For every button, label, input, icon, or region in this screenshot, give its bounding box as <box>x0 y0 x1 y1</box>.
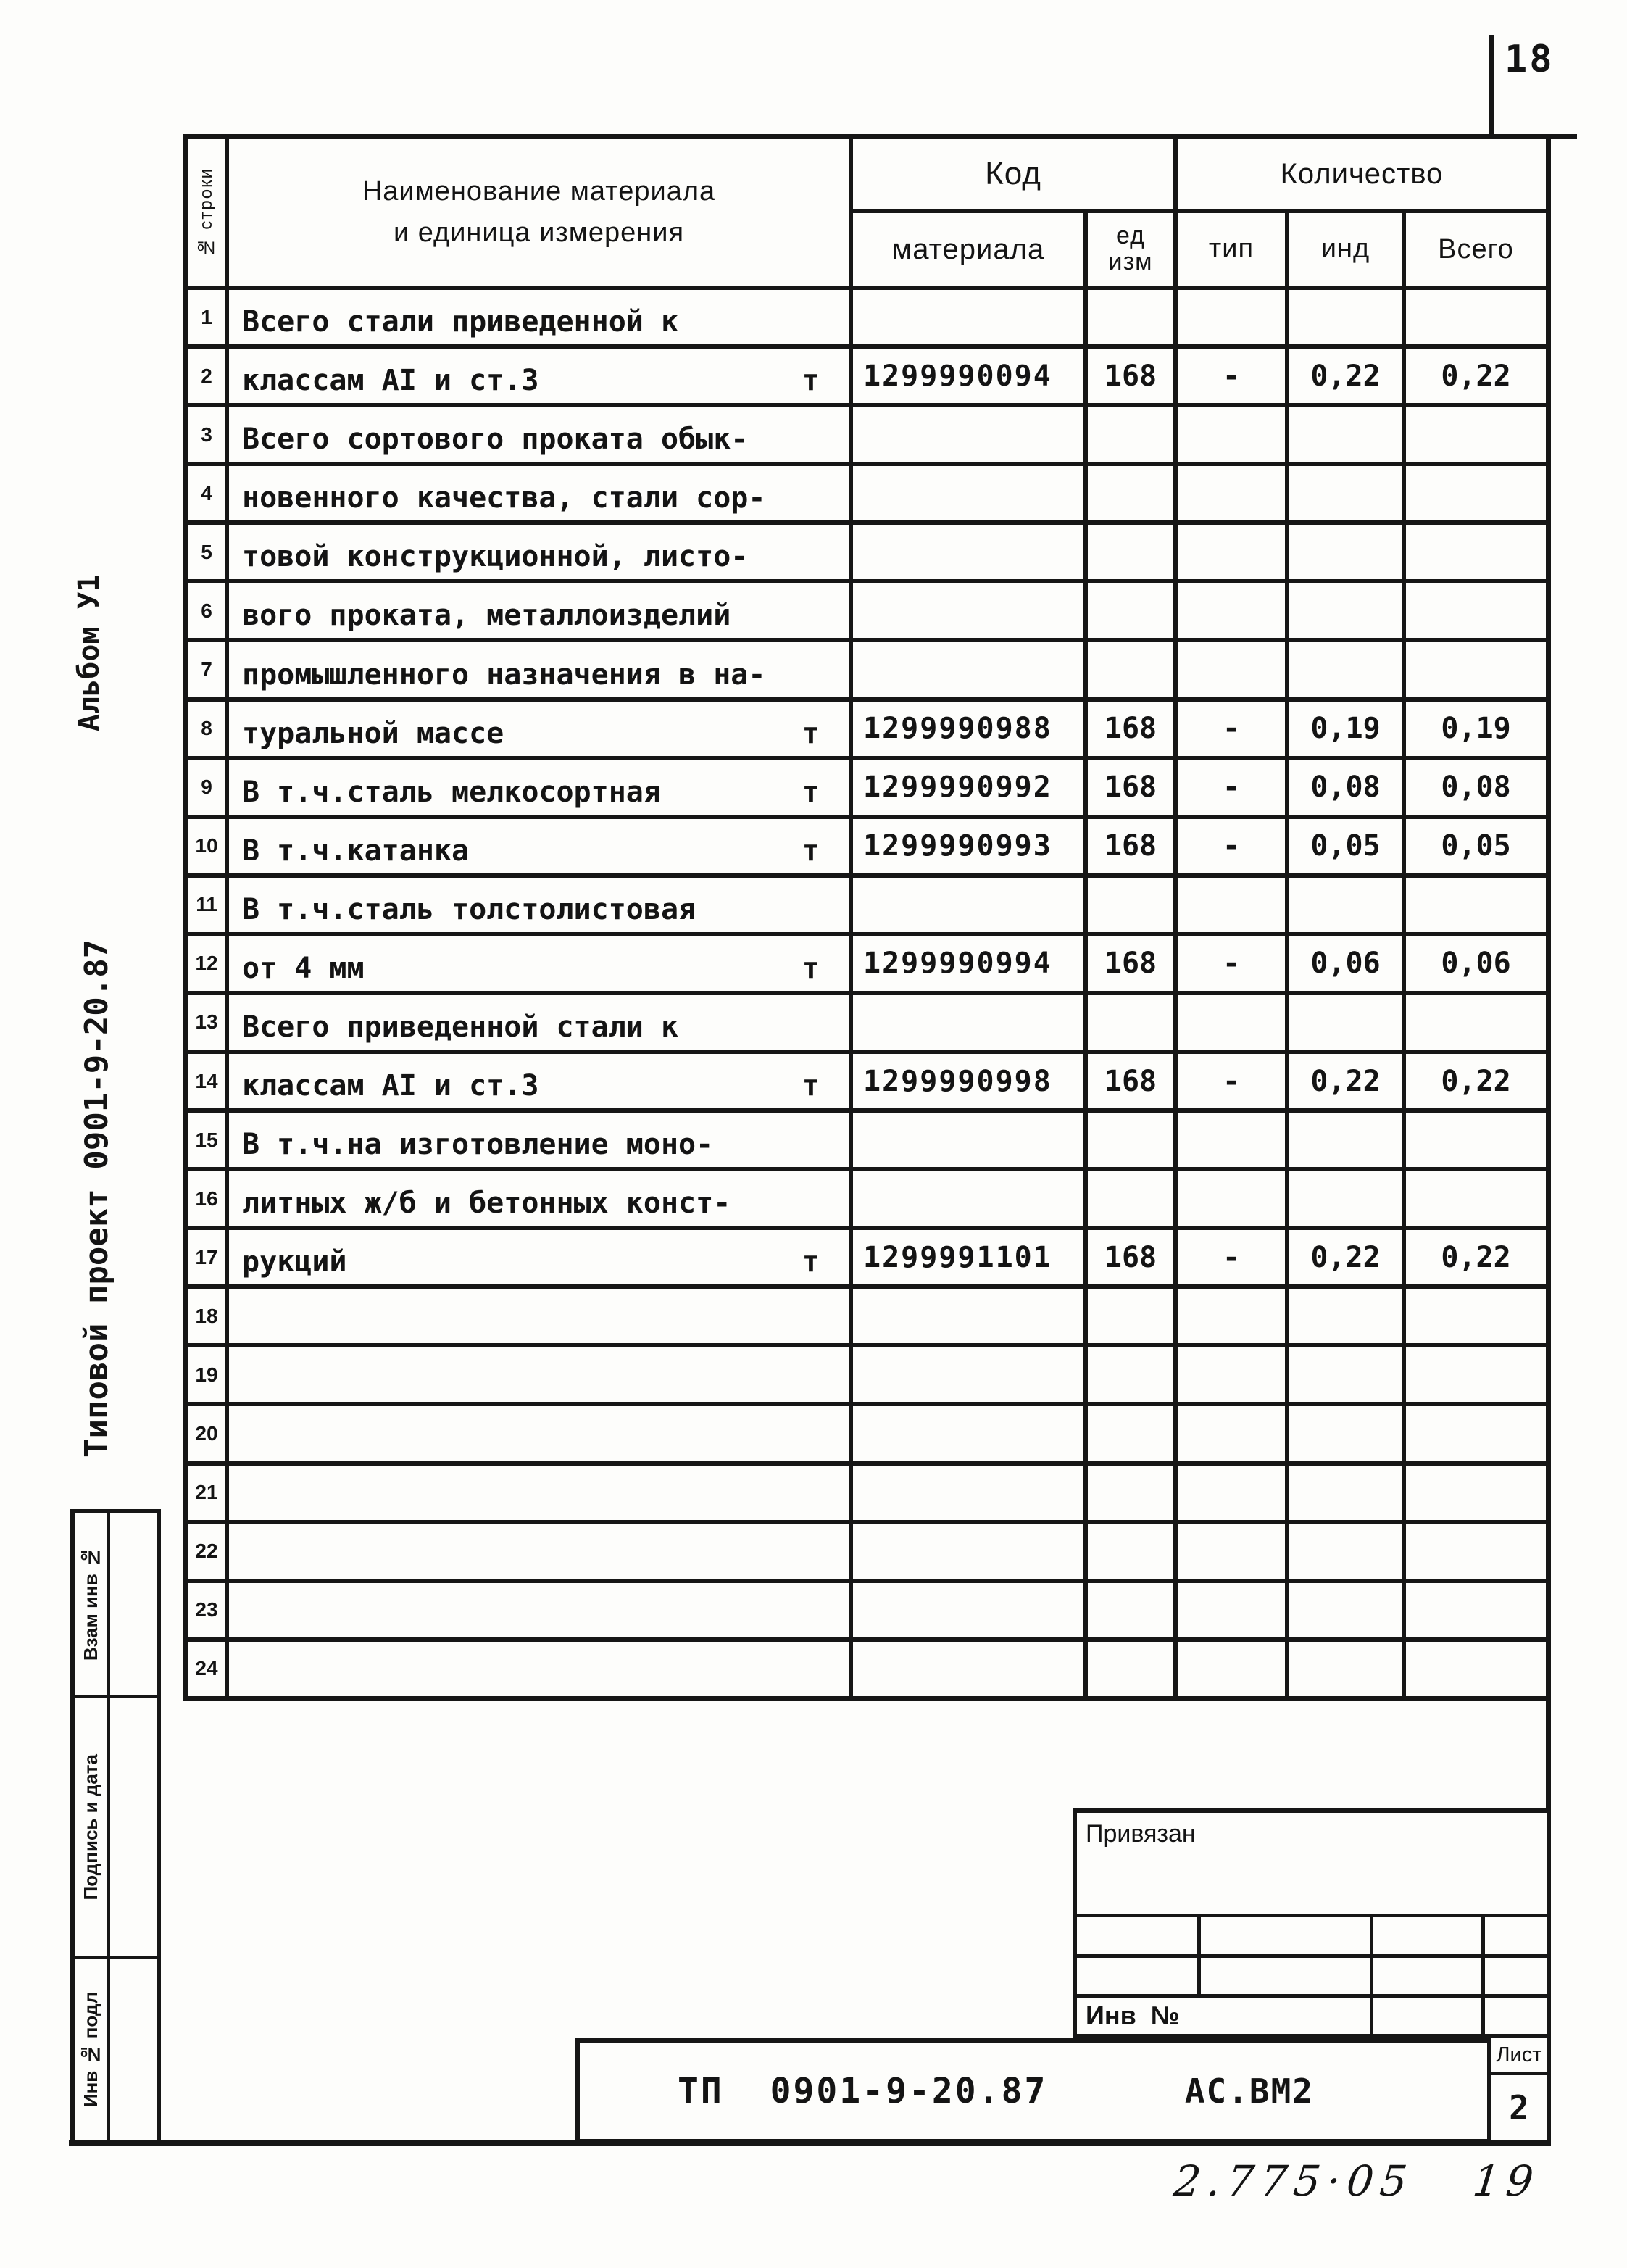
row-number: 5 <box>188 525 225 579</box>
ind-qty-cell <box>1289 1347 1402 1402</box>
privyazan-grid-cell <box>1201 1917 1370 1954</box>
ind-qty-cell <box>1289 290 1402 344</box>
type-qty-cell <box>1178 1583 1285 1637</box>
material-unit-text: т <box>802 951 820 985</box>
total-qty-cell: 0,22 <box>1406 1054 1546 1108</box>
unit-subheader-line1: ед <box>1115 222 1145 250</box>
ind-qty-cell <box>1289 1466 1402 1520</box>
type-qty-cell <box>1178 466 1285 520</box>
row-number-header-text: № строки <box>196 167 216 257</box>
material-name-text: Всего стали приведенной к <box>242 305 679 339</box>
material-unit-text: т <box>802 364 820 398</box>
privyazan-grid-cell <box>1485 1958 1547 1994</box>
row-number: 16 <box>188 1171 225 1226</box>
unit-code-cell: 168 <box>1088 349 1173 403</box>
material-code-cell <box>853 1406 1083 1461</box>
type-qty-cell: - <box>1178 760 1285 815</box>
material-name-cell <box>229 1406 849 1461</box>
row-number: 1 <box>188 290 225 344</box>
type-qty-cell: - <box>1178 702 1285 756</box>
type-qty-cell <box>1178 1524 1285 1579</box>
material-code-subheader: материала <box>853 213 1083 286</box>
privyazan-grid-cell <box>1201 1958 1370 1994</box>
material-code-cell <box>853 525 1083 579</box>
total-qty-cell <box>1406 1171 1546 1226</box>
ind-qty-cell <box>1289 1642 1402 1696</box>
material-name-cell <box>229 525 849 579</box>
type-qty-cell <box>1178 1347 1285 1402</box>
ind-subheader: инд <box>1289 213 1402 286</box>
total-qty-cell <box>1406 1466 1546 1520</box>
material-name-cell <box>229 1583 849 1637</box>
type-qty-cell: - <box>1178 1230 1285 1284</box>
ind-qty-cell <box>1289 1583 1402 1637</box>
material-code-cell: 1299991101 <box>853 1230 1083 1284</box>
total-qty-cell <box>1406 525 1546 579</box>
material-name-cell <box>229 1347 849 1402</box>
stamp-field-inv <box>110 1959 157 2140</box>
unit-code-cell <box>1088 583 1173 638</box>
ind-qty-cell: 0,08 <box>1289 760 1402 815</box>
material-code-cell <box>853 466 1083 520</box>
ind-qty-cell: 0,05 <box>1289 819 1402 873</box>
album-caption: Альбом У1 <box>72 574 106 732</box>
material-name-cell <box>229 407 849 462</box>
ind-qty-cell <box>1289 878 1402 932</box>
material-code-cell <box>853 290 1083 344</box>
unit-code-cell: 168 <box>1088 1054 1173 1108</box>
type-qty-cell <box>1178 583 1285 638</box>
privyazan-block <box>1073 1808 1551 2038</box>
total-qty-cell <box>1406 1347 1546 1402</box>
material-code-cell <box>853 1524 1083 1579</box>
type-qty-cell <box>1178 1642 1285 1696</box>
row-number: 8 <box>188 702 225 756</box>
type-qty-cell <box>1178 995 1285 1050</box>
total-qty-cell: 0,05 <box>1406 819 1546 873</box>
privyazan-grid-cell <box>1485 1917 1547 1954</box>
ind-qty-cell <box>1289 1171 1402 1226</box>
unit-code-cell <box>1088 1113 1173 1167</box>
stamp-label-podpis <box>75 1698 107 1956</box>
material-name-text: от 4 мм <box>242 951 365 985</box>
material-name-cell <box>229 1289 849 1343</box>
material-name-cell <box>229 878 849 932</box>
type-qty-cell: - <box>1178 1054 1285 1108</box>
total-qty-cell <box>1406 290 1546 344</box>
row-number: 10 <box>188 819 225 873</box>
material-code-cell <box>853 1289 1083 1343</box>
unit-code-cell: 168 <box>1088 936 1173 991</box>
privyazan-grid-cell <box>1373 1958 1481 1994</box>
total-subheader: Всего <box>1406 213 1546 286</box>
material-code-cell: 1299990988 <box>853 702 1083 756</box>
unit-code-cell <box>1088 1583 1173 1637</box>
privyazan-label: Привязан <box>1086 1820 1196 1848</box>
material-name-text: В т.ч.сталь толстолистовая <box>242 892 696 926</box>
privyazan-grid-cell <box>1077 1958 1197 1994</box>
row-number: 18 <box>188 1289 225 1343</box>
unit-subheader <box>1088 213 1173 286</box>
unit-code-cell <box>1088 1171 1173 1226</box>
material-unit-text: т <box>802 775 820 809</box>
total-qty-cell <box>1406 642 1546 697</box>
privyazan-grid-cell <box>1373 1917 1481 1954</box>
material-code-cell: 1299990994 <box>853 936 1083 991</box>
privyazan-label-cell <box>1077 1813 1547 1914</box>
material-name-cell <box>229 349 849 403</box>
unit-code-cell <box>1088 290 1173 344</box>
total-qty-cell <box>1406 995 1546 1050</box>
material-name-text: промышленного назначения в на- <box>242 657 766 691</box>
corner-tick-line <box>1489 35 1494 134</box>
row-number-header <box>188 139 225 286</box>
material-code-cell <box>853 1642 1083 1696</box>
unit-code-cell <box>1088 642 1173 697</box>
material-code-cell <box>853 995 1083 1050</box>
material-code-cell <box>853 583 1083 638</box>
material-name-cell <box>229 1113 849 1167</box>
total-qty-cell: 0,19 <box>1406 702 1546 756</box>
total-qty-cell: 0,22 <box>1406 349 1546 403</box>
total-qty-cell: 0,22 <box>1406 1230 1546 1284</box>
material-name-cell <box>229 642 849 697</box>
row-number: 24 <box>188 1642 225 1696</box>
ind-qty-cell <box>1289 1406 1402 1461</box>
privyazan-grid-cell <box>1373 1998 1481 2034</box>
type-qty-cell <box>1178 407 1285 462</box>
unit-code-cell <box>1088 1406 1173 1461</box>
handwritten-archive-number: 2.775·05 19 <box>1171 2156 1542 2206</box>
type-qty-cell <box>1178 642 1285 697</box>
total-qty-cell <box>1406 466 1546 520</box>
row-number: 7 <box>188 642 225 697</box>
material-code-cell: 1299990094 <box>853 349 1083 403</box>
material-name-cell <box>229 702 849 756</box>
material-name-text: литных ж/б и бетонных конст- <box>242 1187 731 1221</box>
material-name-text: рукций <box>242 1245 347 1279</box>
material-code-cell <box>853 1171 1083 1226</box>
material-name-cell <box>229 1230 849 1284</box>
row-number: 9 <box>188 760 225 815</box>
row-number: 14 <box>188 1054 225 1108</box>
row-number: 22 <box>188 1524 225 1579</box>
material-name-cell <box>229 819 849 873</box>
ind-qty-cell <box>1289 1524 1402 1579</box>
material-unit-text: т <box>802 1069 820 1103</box>
stamp-field-podpis <box>110 1698 157 1956</box>
ind-qty-cell: 0,22 <box>1289 1054 1402 1108</box>
material-name-text: В т.ч.сталь мелкосортная <box>242 775 661 809</box>
material-name-cell <box>229 466 849 520</box>
material-code-cell <box>853 878 1083 932</box>
total-qty-cell <box>1406 407 1546 462</box>
unit-code-cell <box>1088 878 1173 932</box>
unit-code-cell <box>1088 466 1173 520</box>
total-qty-cell: 0,06 <box>1406 936 1546 991</box>
type-qty-cell <box>1178 1113 1285 1167</box>
material-code-cell: 1299990992 <box>853 760 1083 815</box>
material-name-cell <box>229 936 849 991</box>
row-number: 3 <box>188 407 225 462</box>
project-code: ТП 0901-9-20.87 <box>678 2071 1048 2111</box>
material-name-text: классам АI и ст.3 <box>242 364 539 398</box>
row-number: 20 <box>188 1406 225 1461</box>
material-name-text: В т.ч.на изготовление моно- <box>242 1128 714 1162</box>
type-qty-cell <box>1178 1466 1285 1520</box>
total-qty-cell: 0,08 <box>1406 760 1546 815</box>
unit-code-cell <box>1088 995 1173 1050</box>
type-qty-cell: - <box>1178 349 1285 403</box>
material-code-cell <box>853 1466 1083 1520</box>
stamp-field-vzam <box>110 1513 157 1695</box>
row-number: 23 <box>188 1583 225 1637</box>
type-qty-cell <box>1178 290 1285 344</box>
stamp-label-vzam <box>75 1513 107 1695</box>
type-qty-cell: - <box>1178 936 1285 991</box>
type-subheader: тип <box>1178 213 1285 286</box>
material-name-text: товой конструкционной, листо- <box>242 540 749 574</box>
material-name-text: новенного качества, стали сор- <box>242 481 766 515</box>
material-code-cell <box>853 1583 1083 1637</box>
material-name-cell <box>229 1642 849 1696</box>
type-qty-cell <box>1178 525 1285 579</box>
stamp-label-inv <box>75 1959 107 2140</box>
row-number: 12 <box>188 936 225 991</box>
total-qty-cell <box>1406 1524 1546 1579</box>
material-code-cell <box>853 1347 1083 1402</box>
material-name-cell <box>229 995 849 1050</box>
total-qty-cell <box>1406 1406 1546 1461</box>
material-name-cell <box>229 1054 849 1108</box>
material-name-header-line1: Наименование материала <box>362 176 716 207</box>
ind-qty-cell <box>1289 1113 1402 1167</box>
sheet-label: Лист <box>1491 2038 1547 2072</box>
unit-code-cell: 168 <box>1088 702 1173 756</box>
total-qty-cell <box>1406 1583 1546 1637</box>
material-name-header-line2: и единица измерения <box>393 217 685 248</box>
code-group-header: Код <box>853 139 1173 209</box>
ind-qty-cell <box>1289 407 1402 462</box>
row-number: 15 <box>188 1113 225 1167</box>
row-number: 13 <box>188 995 225 1050</box>
material-name-cell <box>229 1171 849 1226</box>
ind-qty-cell: 0,22 <box>1289 349 1402 403</box>
material-code-cell <box>853 1113 1083 1167</box>
material-name-header <box>229 139 849 286</box>
stamp-column <box>70 1509 161 2144</box>
unit-code-cell <box>1088 1524 1173 1579</box>
ind-qty-cell: 0,19 <box>1289 702 1402 756</box>
sheet-number: 2 <box>1491 2075 1547 2140</box>
row-number: 19 <box>188 1347 225 1402</box>
material-code-cell: 1299990993 <box>853 819 1083 873</box>
material-unit-text: т <box>802 716 820 750</box>
unit-code-cell <box>1088 407 1173 462</box>
unit-code-cell <box>1088 1347 1173 1402</box>
unit-subheader-line2: изм <box>1108 248 1153 275</box>
unit-code-cell: 168 <box>1088 760 1173 815</box>
unit-code-cell <box>1088 1642 1173 1696</box>
material-name-cell <box>229 290 849 344</box>
materials-table <box>183 134 1551 1701</box>
row-number: 4 <box>188 466 225 520</box>
unit-code-cell <box>1088 1289 1173 1343</box>
ind-qty-cell: 0,06 <box>1289 936 1402 991</box>
unit-code-cell: 168 <box>1088 819 1173 873</box>
ind-qty-cell <box>1289 525 1402 579</box>
stamp-label-inv-text: Инв № подл <box>79 1991 101 2108</box>
unit-code-cell: 168 <box>1088 1230 1173 1284</box>
total-qty-cell <box>1406 1113 1546 1167</box>
type-qty-cell <box>1178 1171 1285 1226</box>
material-code-cell: 1299990998 <box>853 1054 1083 1108</box>
material-unit-text: т <box>802 1245 820 1279</box>
material-name-text: Всего приведенной стали к <box>242 1010 679 1044</box>
project-caption: Типовой проект 0901-9-20.87 <box>78 939 115 1458</box>
unit-code-cell <box>1088 1466 1173 1520</box>
material-name-text: классам АI и ст.3 <box>242 1069 539 1103</box>
material-unit-text: т <box>802 834 820 868</box>
type-qty-cell: - <box>1178 819 1285 873</box>
ind-qty-cell <box>1289 466 1402 520</box>
sheet-number-box <box>1487 2034 1551 2144</box>
type-qty-cell <box>1178 878 1285 932</box>
total-qty-cell <box>1406 583 1546 638</box>
material-name-cell <box>229 1524 849 1579</box>
row-number: 11 <box>188 878 225 932</box>
material-name-text: вого проката, металлоизделий <box>242 599 731 633</box>
stamp-label-podpis-text: Подпись и дата <box>79 1753 101 1901</box>
stamp-label-vzam-text: Взам инв № <box>79 1547 101 1661</box>
material-name-text: Всего сортового проката обык- <box>242 423 749 457</box>
total-qty-cell <box>1406 878 1546 932</box>
privyazan-grid-cell <box>1077 1917 1197 1954</box>
material-name-cell <box>229 760 849 815</box>
row-number: 6 <box>188 583 225 638</box>
ind-qty-cell <box>1289 995 1402 1050</box>
total-qty-cell <box>1406 1289 1546 1343</box>
unit-code-cell <box>1088 525 1173 579</box>
ind-qty-cell <box>1289 1289 1402 1343</box>
total-qty-cell <box>1406 1642 1546 1696</box>
inv-number-cell: Инв № <box>1077 1998 1370 2034</box>
document-code: АС.ВМ2 <box>1184 2072 1314 2111</box>
row-number: 21 <box>188 1466 225 1520</box>
page-number: 18 <box>1505 38 1555 81</box>
ind-qty-cell: 0,22 <box>1289 1230 1402 1284</box>
material-name-text: туральной массе <box>242 716 504 750</box>
title-block <box>575 2038 1551 2144</box>
material-name-cell <box>229 1466 849 1520</box>
type-qty-cell <box>1178 1289 1285 1343</box>
top-border-extension-line <box>1551 134 1577 139</box>
material-code-cell <box>853 407 1083 462</box>
row-number: 2 <box>188 349 225 403</box>
privyazan-grid-cell <box>1485 1998 1547 2034</box>
material-code-cell <box>853 642 1083 697</box>
ind-qty-cell <box>1289 642 1402 697</box>
material-name-text: В т.ч.катанка <box>242 834 470 868</box>
type-qty-cell <box>1178 1406 1285 1461</box>
quantity-group-header: Количество <box>1178 139 1546 209</box>
row-number: 17 <box>188 1230 225 1284</box>
material-name-cell <box>229 583 849 638</box>
ind-qty-cell <box>1289 583 1402 638</box>
